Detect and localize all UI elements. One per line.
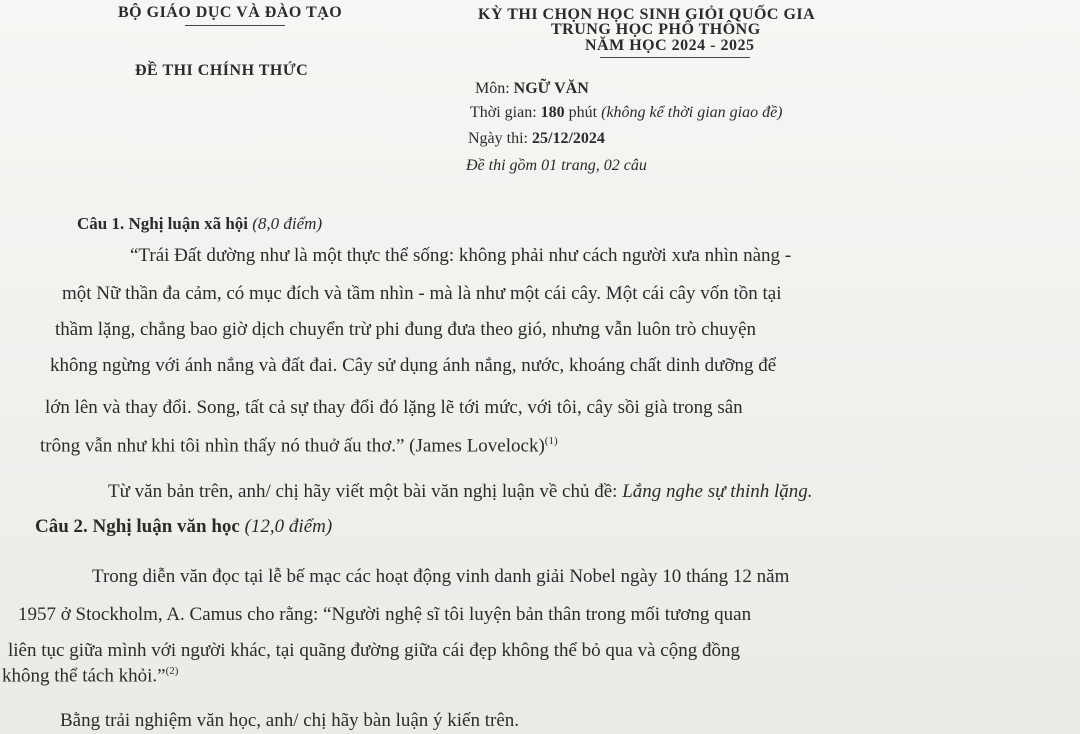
exam-title-line1: KỲ THI CHỌN HỌC SINH GIỎI QUỐC GIA [478,6,816,23]
question1-heading [77,214,322,234]
question1-line: lớn lên và thay đổi. Song, tất cả sự thay đổi đó lặng lẽ tới mức, với tôi, cây sồi già trong sân [45,397,743,418]
official-exam-label: ĐỀ THI CHÍNH THỨC [135,62,309,79]
pages-note: Đề thi gồm 01 trang, 02 câu [466,157,647,174]
ministry-name: BỘ GIÁO DỤC VÀ ĐÀO TẠO [118,4,343,21]
question1-task [108,481,813,503]
ministry-underline [185,25,285,26]
date-value: 25/12/2024 [532,130,605,147]
time-unit: phút [564,104,602,121]
subject-value: NGỮ VĂN [513,80,589,97]
date-line [468,130,605,148]
question2-line: 1957 ở Stockholm, A. Camus cho rằng: “Người nghệ sĩ tôi luyện bản thân trong mối tương quan [18,604,752,625]
question1-line: “Trái Đất dường như là một thực thể sống: không phải như cách người xưa nhìn nàng - [130,245,792,266]
exam-title-line2: TRUNG HỌC PHỔ THÔNG [551,21,761,38]
question1-title: Câu 1. Nghị luận xã hội [77,214,253,233]
date-label: Ngày thi: [468,130,532,147]
exam-year: NĂM HỌC 2024 - 2025 [585,37,755,54]
footnote-marker: (1) [544,435,558,447]
question1-points: (8,0 điểm) [252,214,323,233]
subject-line [475,80,589,98]
question1-task-text: Từ văn bản trên, anh/ chị hãy viết một bài văn nghị luận về chủ đề: [108,481,623,502]
question2-last-line [2,665,178,687]
question2-task: Bằng trải nghiệm văn học, anh/ chị hãy bàn luận ý kiến trên. [60,710,520,731]
subject-label: Môn: [475,80,514,97]
question2-points: (12,0 điểm) [244,516,333,537]
exam-year-underline [600,57,750,58]
footnote-marker: (2) [165,665,179,677]
question2-title: Câu 2. Nghị luận văn học [35,516,245,537]
question1-line: một Nữ thần đa cảm, có mục đích và tầm nhìn - mà là như một cái cây. Một cái cây vốn tồn tại [62,283,782,304]
question1-line: không ngừng với ánh nắng và đất đai. Cây sử dụng ánh nắng, nước, khoáng chất dinh dưỡng để [50,355,777,376]
question2-heading [35,516,332,538]
time-value: 180 [540,104,565,121]
question1-topic: Lắng nghe sự thinh lặng. [622,481,813,502]
question1-line: trông vẫn như khi tôi nhìn thấy nó thuở ấu thơ.” (James Lovelock) [40,435,545,457]
question2-line: Trong diễn văn đọc tại lễ bế mạc các hoạt động vinh danh giải Nobel ngày 10 tháng 12 năm [92,566,790,587]
time-note: (không kể thời gian giao đề) [601,104,783,121]
question2-line: không thể tách khỏi.” [2,665,166,687]
question1-line: thầm lặng, chẳng bao giờ dịch chuyển trừ phi đung đưa theo gió, nhưng vẫn luôn trò chuyện [55,319,757,340]
time-line [470,104,783,122]
time-label: Thời gian: [470,104,541,121]
question2-line: liên tục giữa mình với người khác, tại quãng đường giữa cái đẹp không thể bỏ qua và cộng đồng [8,640,740,661]
question1-last-line [40,435,558,457]
